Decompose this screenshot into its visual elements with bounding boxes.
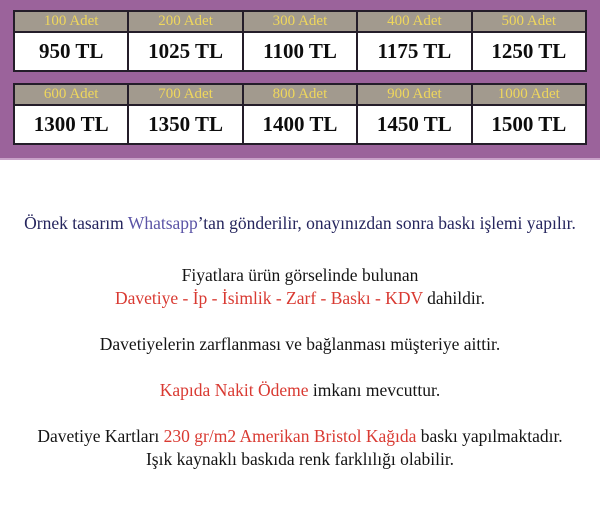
pricing-banner [0, 0, 600, 160]
note-text: ’tan gönderilir, onayınızdan sonra baskı işlemi yapılır. [197, 213, 576, 233]
note-paragraph [0, 212, 600, 235]
note-text: Fiyatlara ürün görselinde bulunan [181, 265, 419, 285]
note-paragraph [0, 333, 600, 356]
quantity-header-cell: 100 Adet [14, 11, 128, 32]
quantity-header-cell: 800 Adet [243, 84, 357, 105]
note-paragraph [0, 425, 600, 471]
price-cell: 1100 TL [243, 32, 357, 71]
highlight-red-text: 230 gr/m2 Amerikan Bristol Kağıda [163, 426, 417, 446]
whatsapp-text: Whatsapp [127, 213, 198, 233]
price-cell: 1025 TL [128, 32, 242, 71]
price-row [14, 105, 586, 144]
price-cell: 1300 TL [14, 105, 128, 144]
note-text: Işık kaynaklı baskıda renk farklılığı olabilir. [145, 449, 455, 469]
quantity-header-cell: 300 Adet [243, 11, 357, 32]
price-row [14, 32, 586, 71]
quantity-header-cell: 400 Adet [357, 11, 471, 32]
price-cell: 950 TL [14, 32, 128, 71]
note-text: Davetiye Kartları [37, 426, 164, 446]
quantity-header-row [14, 84, 586, 105]
price-table-100-500 [13, 10, 587, 72]
note-text: Örnek tasarım [24, 213, 128, 233]
quantity-header-cell: 600 Adet [14, 84, 128, 105]
note-text: Davetiyelerin zarflanması ve bağlanması müşteriye aittir. [99, 334, 501, 354]
price-cell: 1350 TL [128, 105, 242, 144]
price-cell: 1450 TL [357, 105, 471, 144]
price-table-600-1000 [13, 83, 587, 145]
price-cell: 1175 TL [357, 32, 471, 71]
quantity-header-cell: 700 Adet [128, 84, 242, 105]
quantity-header-cell: 900 Adet [357, 84, 471, 105]
note-paragraph [0, 264, 600, 310]
note-paragraph [0, 379, 600, 402]
quantity-header-cell: 1000 Adet [472, 84, 586, 105]
highlight-red-text: Kapıda Nakit Ödeme [159, 380, 309, 400]
price-cell: 1500 TL [472, 105, 586, 144]
note-text: imkanı mevcuttur. [308, 380, 441, 400]
quantity-header-cell: 500 Adet [472, 11, 586, 32]
price-cell: 1250 TL [472, 32, 586, 71]
highlight-red-text: Davetiye - İp - İsimlik - Zarf - Baskı - KDV [114, 288, 423, 308]
note-text: dahildir. [422, 288, 485, 308]
quantity-header-row [14, 11, 586, 32]
quantity-header-cell: 200 Adet [128, 11, 242, 32]
product-notes [0, 160, 600, 471]
note-text: baskı yapılmaktadır. [416, 426, 563, 446]
price-cell: 1400 TL [243, 105, 357, 144]
